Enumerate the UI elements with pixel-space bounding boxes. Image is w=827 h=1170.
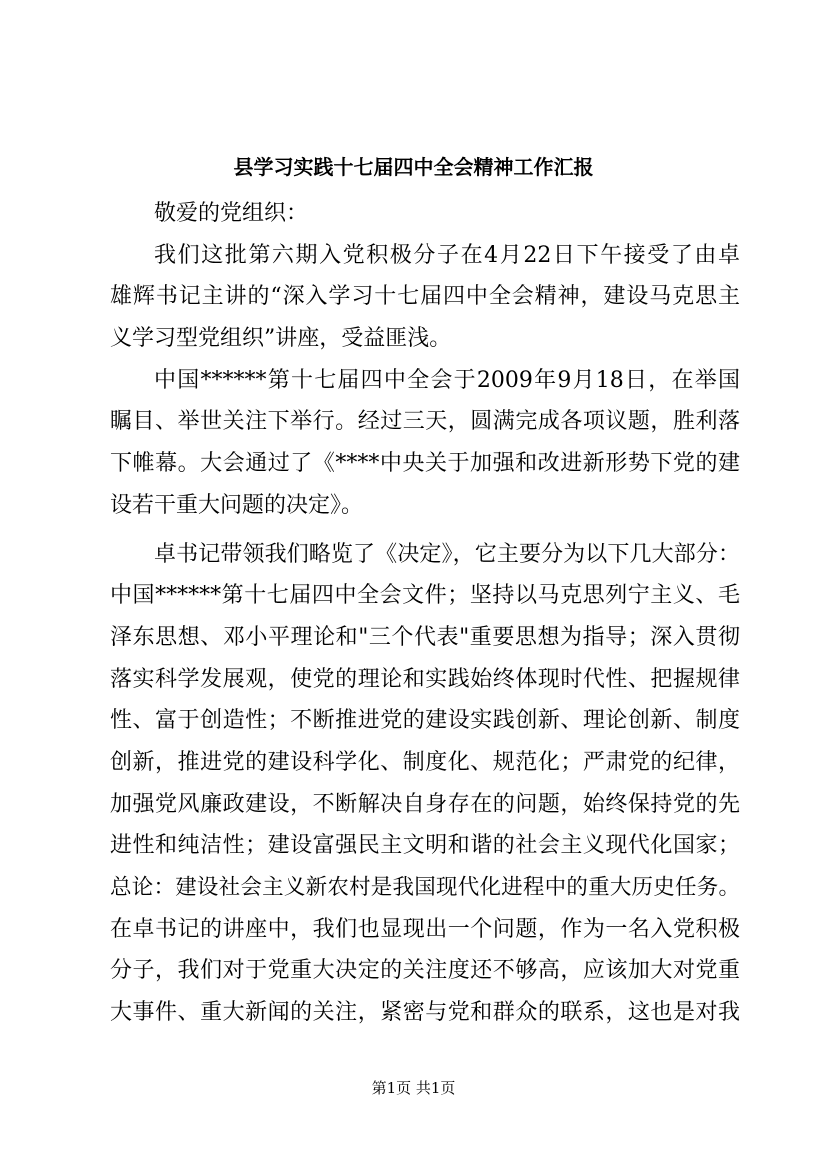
paragraph-line: 中国******第十七届四中全会文件；坚持以马克思列宁主义、毛 bbox=[110, 583, 740, 609]
paragraph-line: 下帷幕。大会通过了《****中央关于加强和改进新形势下党的建 bbox=[110, 451, 740, 477]
paragraph-line: 总论：建设社会主义新农村是我国现代化进程中的重大历史任务。 bbox=[110, 875, 740, 900]
paragraph-line: 进性和纯洁性；建设富强民主文明和谐的社会主义现代化国家； bbox=[110, 833, 740, 859]
paragraph-line: 我们这批第六期入党积极分子在4月22日下午接受了由卓 bbox=[154, 242, 740, 268]
salutation-line: 敬爱的党组织： bbox=[154, 201, 309, 226]
paragraph-line: 义学习型党组织”讲座，受益匪浅。 bbox=[110, 326, 452, 352]
paragraph-line: 雄辉书记主讲的“深入学习十七届四中全会精神，建设马克思主 bbox=[110, 284, 740, 310]
paragraph-line: 在卓书记的讲座中，我们也显现出一个问题，作为一名入党积极 bbox=[110, 916, 740, 942]
page-number-footer: 第1页 共1页 bbox=[371, 1079, 456, 1097]
paragraph-line: 创新，推进党的建设科学化、制度化、规范化；严肃党的纪律， bbox=[110, 749, 740, 775]
paragraph-line: 加强党风廉政建设，不断解决自身存在的问题，始终保持党的先 bbox=[110, 791, 740, 817]
document-title: 县学习实践十七届四中全会精神工作汇报 bbox=[233, 155, 594, 179]
paragraph-line: 分子，我们对于党重大决定的关注度还不够高，应该加大对党重 bbox=[110, 958, 740, 984]
paragraph-line: 设若干重大问题的决定》。 bbox=[110, 492, 364, 518]
paragraph-line: 瞩目、举世关注下举行。经过三天，圆满完成各项议题，胜利落 bbox=[110, 409, 740, 435]
document-body bbox=[110, 193, 740, 1034]
paragraph-line: 性、富于创造性；不断推进党的建设实践创新、理论创新、制度 bbox=[110, 708, 740, 734]
paragraph-line: 中国******第十七届四中全会于2009年9月18日，在举国 bbox=[154, 367, 740, 393]
paragraph-line: 落实科学发展观，使党的理论和实践始终体现时代性、把握规律 bbox=[110, 666, 740, 692]
paragraph-line: 泽东思想、邓小平理论和"三个代表"重要思想为指导；深入贯彻 bbox=[110, 624, 740, 650]
paragraph-line: 大事件、重大新闻的关注，紧密与党和群众的联系，这也是对我 bbox=[110, 1000, 740, 1026]
paragraph-line: 卓书记带领我们略览了《决定》，它主要分为以下几大部分： bbox=[154, 541, 740, 567]
